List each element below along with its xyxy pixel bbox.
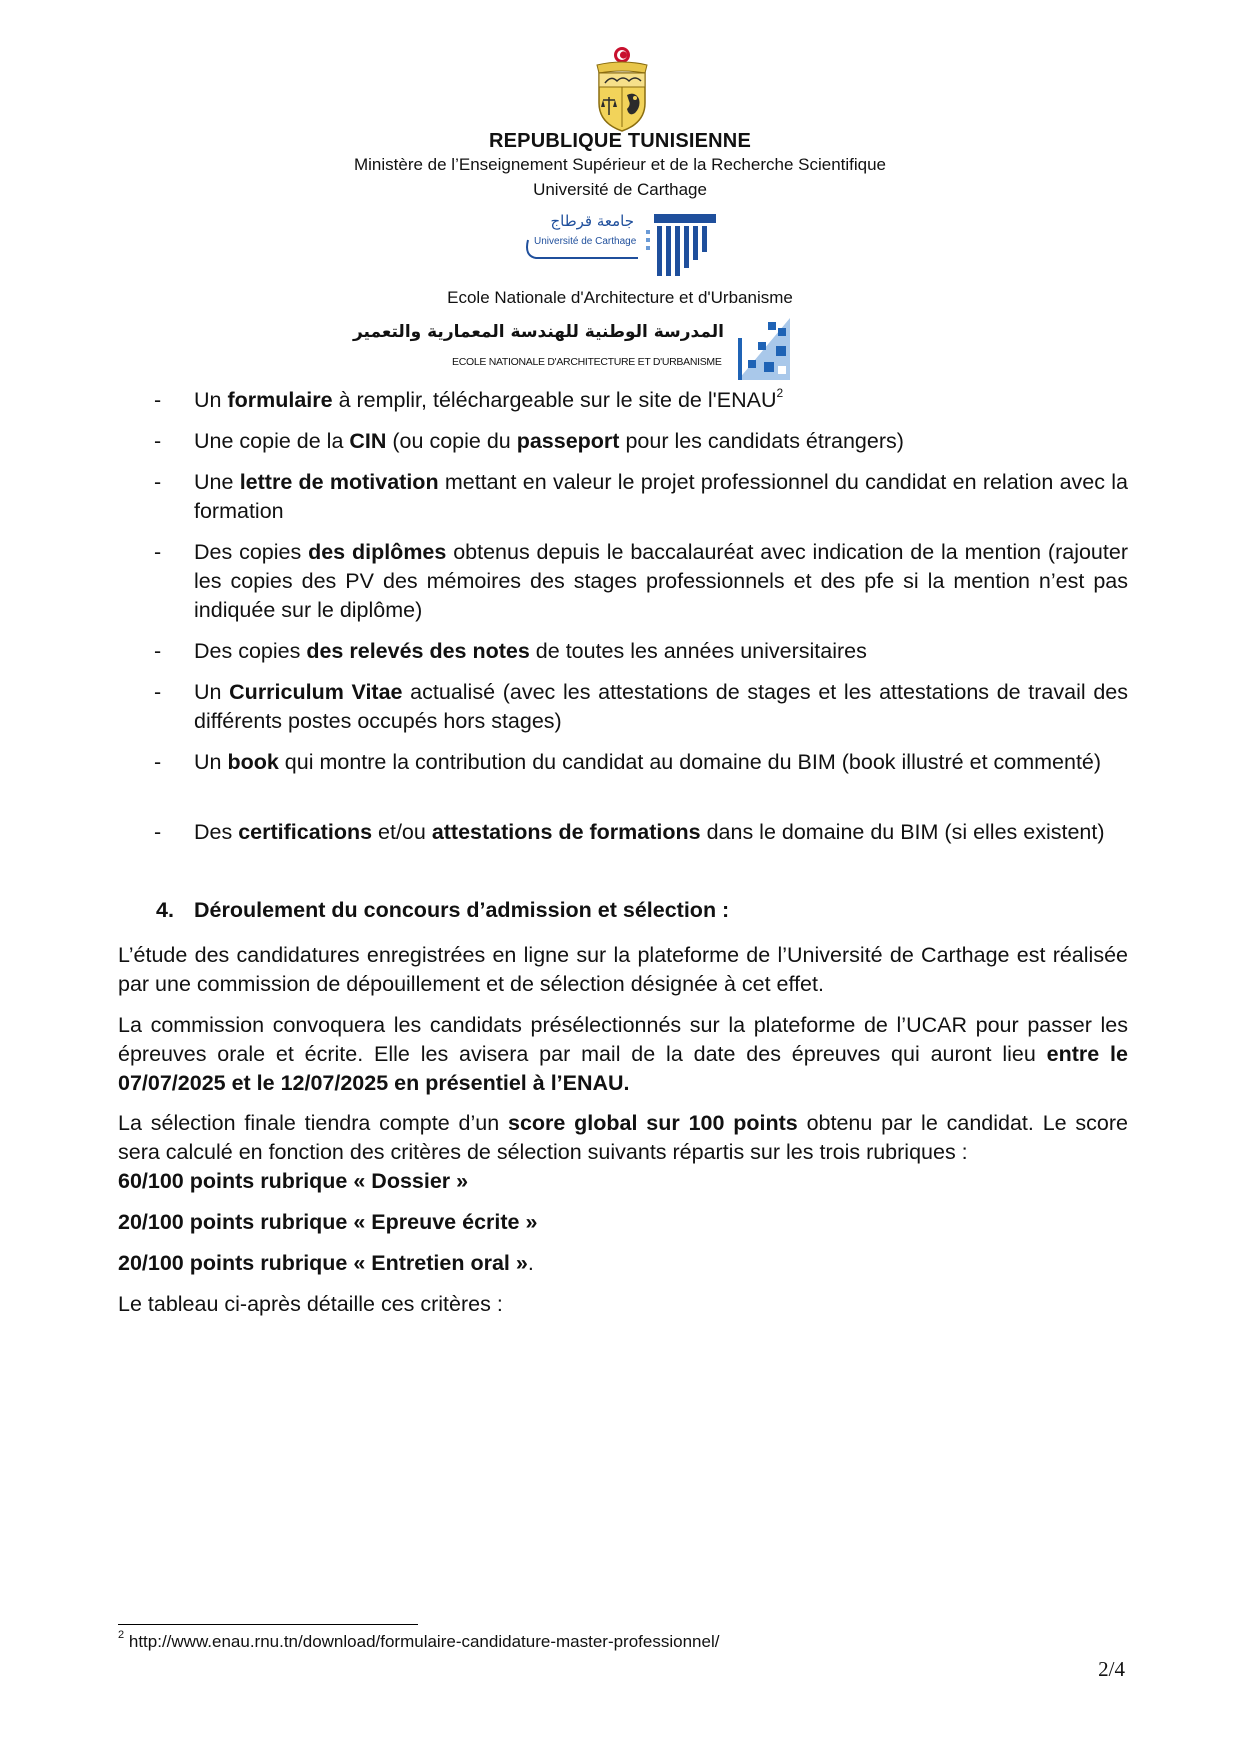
text-run-bold: 20/100 points rubrique « Epreuve écrite »: [118, 1210, 538, 1234]
footnote-mark: 2: [118, 1629, 125, 1642]
footnote-link[interactable]: http://www.enau.rnu.tn/download/formulaire-candidature-master-professionnel/: [128, 1632, 720, 1651]
text-run-bold: 20/100 points rubrique « Entretien oral »: [118, 1251, 528, 1275]
enau-logo-graphic: [738, 318, 790, 380]
tunisia-coat-of-arms-icon: [587, 45, 657, 133]
text-run: Des copies: [194, 639, 307, 663]
rubrique-epreuve-ecrite: [118, 1208, 1128, 1237]
page-number: 2/4: [1098, 1657, 1125, 1681]
text-run-bold: attestations de formations: [431, 820, 701, 844]
text-run: mettant en valeur le projet professionnel du candidat en relation avec la formation: [194, 470, 1128, 523]
text-run: actualisé (avec les attestations de stages et les attestations de travail des différents postes occupés hors stages): [194, 680, 1128, 733]
list-item-cin: [194, 427, 1128, 456]
text-run: Des: [194, 820, 239, 844]
text-run-bold: passeport: [516, 429, 620, 453]
enau-logo-arabic: المدرسة الوطنية للهندسة المعمارية والتعمير: [352, 322, 724, 342]
text-run: pour les candidats étrangers): [619, 429, 904, 453]
footnote: [118, 1629, 720, 1652]
text-run: .: [527, 1251, 534, 1275]
header-ministry: Ministère de l’Enseignement Supérieur et de la Recherche Scientifique: [353, 155, 887, 174]
list-item-releves-notes: [194, 637, 1128, 666]
text-run: La commission convoquera les candidats présélectionnés sur la plateforme de l’UCAR pour passer les épreuves orale et écrite. Elle les avisera par mail de la date des épreuves qui auront lieu: [118, 1013, 1128, 1066]
bullet-dash: -: [154, 680, 162, 704]
bullet-dash: -: [154, 750, 162, 774]
text-run: dans le domaine du BIM (si elles existent): [700, 820, 1105, 844]
text-run: (ou copie du: [386, 429, 517, 453]
text-run-bold: book: [227, 750, 279, 774]
list-item-formulaire: [194, 386, 1128, 415]
bullet-dash: -: [154, 820, 162, 844]
text-run-bold: des relevés des notes: [306, 639, 530, 663]
footnote-separator: [118, 1624, 418, 1625]
text-run: de toutes les années universitaires: [529, 639, 867, 663]
paragraph-tableau-intro: Le tableau ci-après détaille ces critères :: [118, 1292, 503, 1316]
text-run: Une: [194, 470, 240, 494]
text-run: Des copies: [194, 540, 309, 564]
text-run: qui montre la contribution du candidat au domaine du BIM (book illustré et commenté): [278, 750, 1102, 774]
paragraph-etude-candidatures: L’étude des candidatures enregistrées en ligne sur la plateforme de l’Université de Carthage est réalisée par une commission de dépouillement et de sélection désignée à cet effet.: [118, 943, 1128, 996]
rubrique-entretien-oral: [118, 1249, 1128, 1278]
enau-logo: [352, 318, 790, 380]
header-country: REPUBLIQUE TUNISIENNE: [488, 130, 751, 152]
text-run: et/ou: [372, 820, 432, 844]
text-run-bold: Curriculum Vitae: [229, 680, 403, 704]
text-run-bold: CIN: [349, 429, 387, 453]
text-run: La sélection finale tiendra compte d’un: [118, 1111, 508, 1135]
section-title: Déroulement du concours d’admission et sélection :: [194, 898, 730, 922]
text-run-bold: entre le 07/07/2025 et le 12/07/2025 en présentiel à l’ENAU.: [118, 1042, 1128, 1095]
bullet-dash: -: [154, 388, 162, 412]
text-run-bold: des diplômes: [308, 540, 447, 564]
footnote-reference[interactable]: 2: [776, 385, 784, 400]
text-run: Un: [194, 388, 228, 412]
bullet-dash: -: [154, 429, 162, 453]
list-item-curriculum-vitae: [194, 678, 1128, 736]
bullet-dash: -: [154, 540, 162, 564]
rubrique-dossier: 60/100 points rubrique « Dossier »: [118, 1169, 469, 1193]
text-run: Une copie de la: [194, 429, 350, 453]
text-run: Un: [194, 680, 230, 704]
text-run: Un: [194, 750, 228, 774]
header-university: Université de Carthage: [533, 180, 707, 199]
bullet-dash: -: [154, 470, 162, 494]
list-item-diplomes: [194, 538, 1128, 625]
text-run-bold: score global sur 100 points: [507, 1111, 798, 1135]
section-number: 4.: [156, 898, 174, 922]
header-school: Ecole Nationale d'Architecture et d'Urbanisme: [447, 288, 793, 307]
text-run-bold: certifications: [238, 820, 373, 844]
text-run-bold: formulaire: [227, 388, 333, 412]
text-run: obtenus depuis le baccalauréat avec indication de la mention (rajouter les copies des PV des mémoires des stages professionnels et des pfe si la mention n’est pas indiquée sur le diplôme): [194, 540, 1128, 622]
enau-logo-french: ECOLE NATIONALE D'ARCHITECTURE ET D'URBANISME: [452, 356, 722, 368]
ucar-logo-french: Université de Carthage: [534, 236, 637, 247]
text-run: à remplir, téléchargeable sur le site de l'ENAU: [332, 388, 777, 412]
paragraph-commission: [118, 1011, 1128, 1098]
text-run: obtenu par le candidat. Le score sera calculé en fonction des critères de sélection suivants répartis sur les trois rubriques :: [118, 1111, 1128, 1164]
list-item-book: [194, 748, 1128, 777]
ucar-logo: [522, 210, 718, 280]
ucar-logo-arabic: جامعة قرطاج: [550, 212, 634, 230]
paragraph-selection-finale: [118, 1109, 1128, 1196]
list-item-lettre-motivation: [194, 468, 1128, 526]
bullet-dash: -: [154, 639, 162, 663]
text-run-bold: lettre de motivation: [239, 470, 439, 494]
list-item-certifications: [194, 818, 1128, 847]
